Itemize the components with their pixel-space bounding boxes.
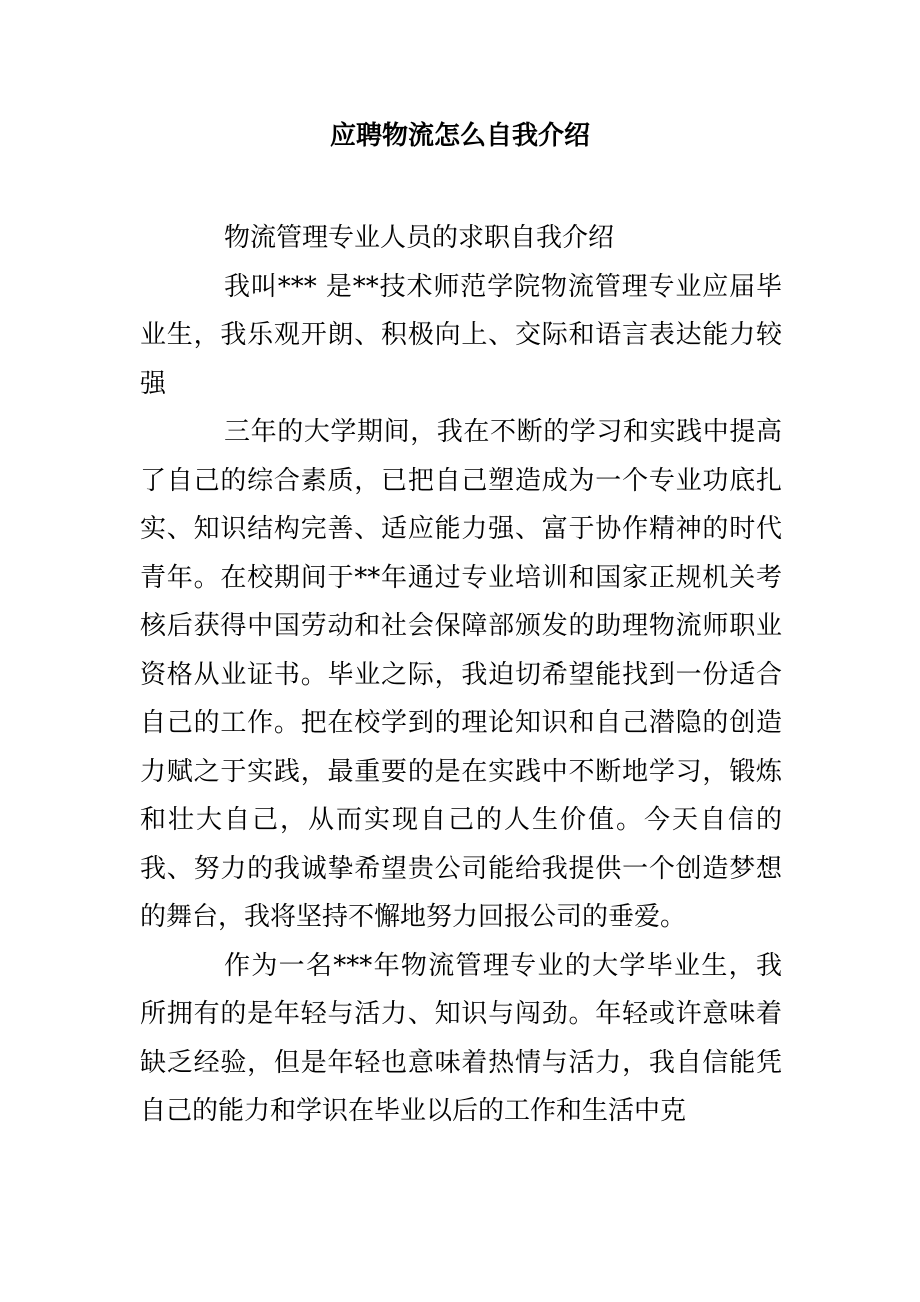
paragraph-experience: 三年的大学期间，我在不断的学习和实践中提高了自己的综合素质，已把自己塑造成为一个专业功底扎实、知识结构完善、适应能力强、富于协作精神的时代青年。在校期间于**年通过专业培训和国家正规机关考核后获得中国劳动和社会保障部颁发的助理物流师职业资格从业证书。毕业之际，我迫切希望能找到一份适合自己的工作。把在校学到的理论知识和自己潜隐的创造力赋之于实践，最重要的是在实践中不断地学习，锻炼和壮大自己，从而实现自己的人生价值。今天自信的我、努力的我诚挚希望贵公司能给我提供一个创造梦想的舞台，我将坚持不懈地努力回报公司的垂爱。 (140, 417, 782, 932)
document-title: 应聘物流怎么自我介绍 (329, 121, 590, 151)
paragraph-closing: 作为一名***年物流管理专业的大学毕业生，我所拥有的是年轻与活力、知识与闯劲。年轻或许意味着缺乏经验，但是年轻也意味着热情与活力，我自信能凭自己的能力和学识在毕业以后的工作和生活中克 (140, 950, 782, 1126)
paragraph-subtitle: 物流管理专业人员的求职自我介绍 (224, 223, 615, 253)
paragraph-intro: 我叫*** 是**技术师范学院物流管理专业应届毕业生，我乐观开朗、积极向上、交际和语言表达能力较强 (140, 271, 782, 399)
document-body (140, 214, 782, 1136)
